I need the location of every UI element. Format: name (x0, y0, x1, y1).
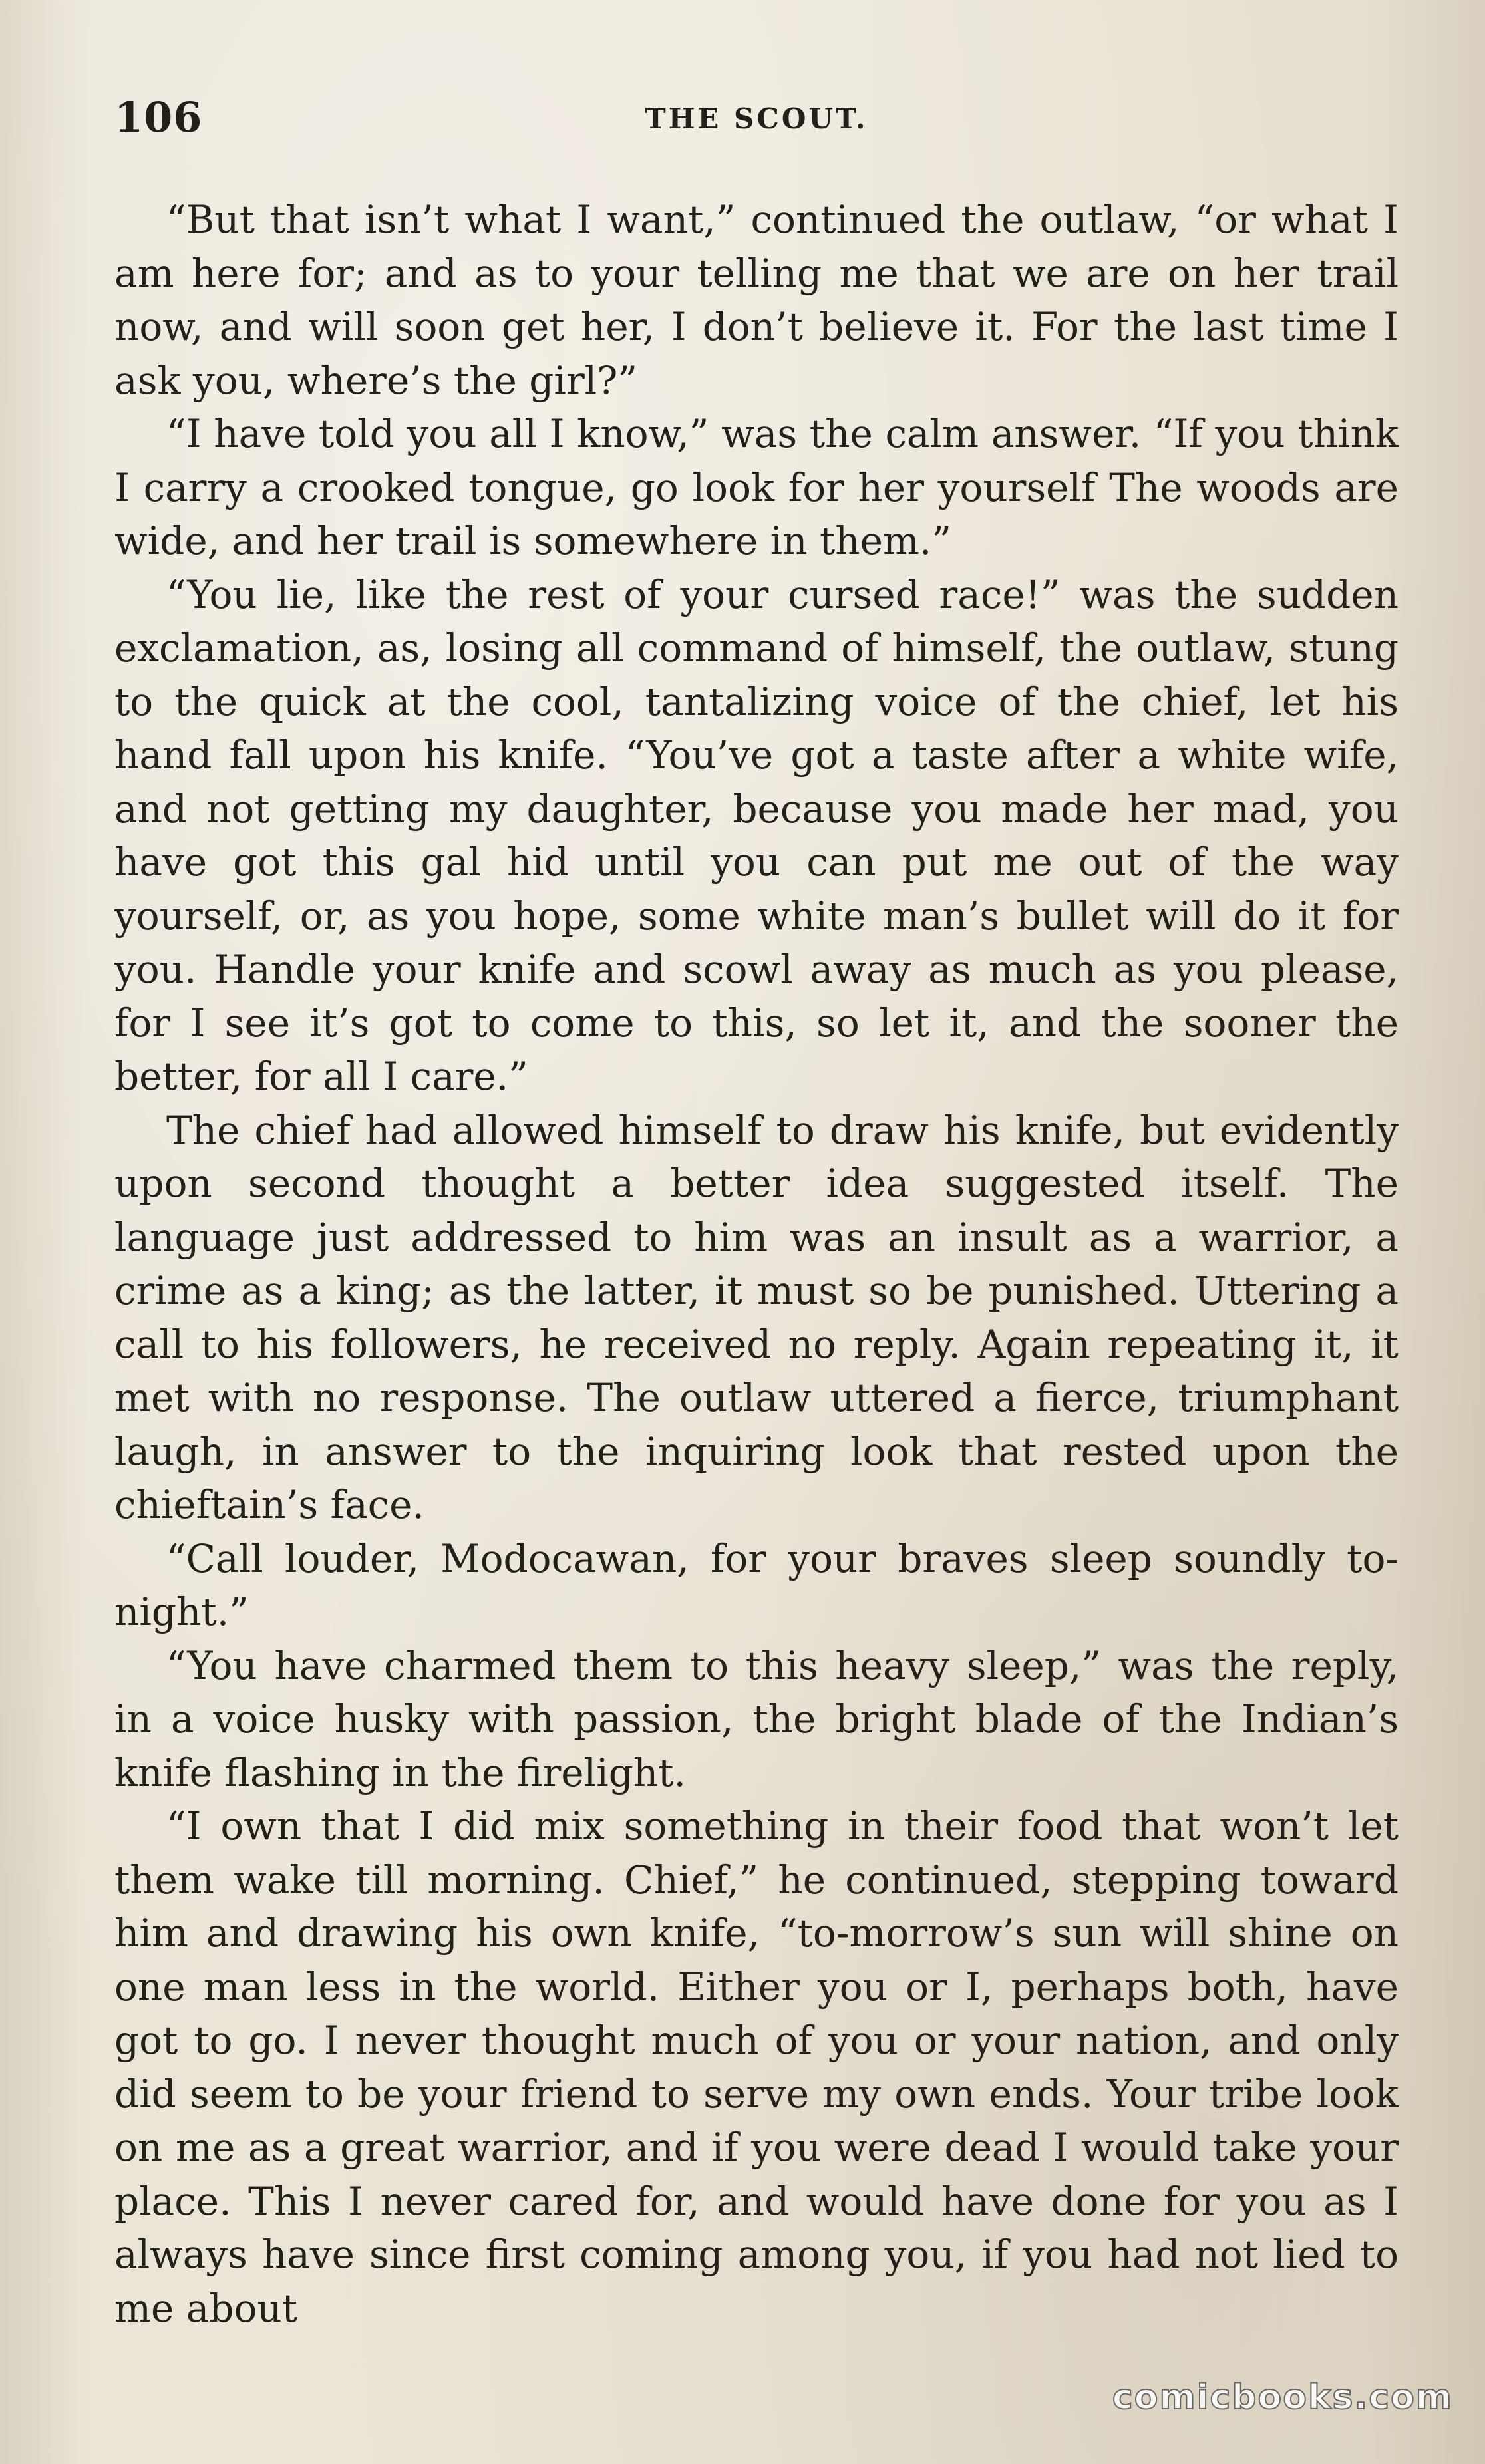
page-header (114, 93, 1399, 153)
body-text (114, 193, 1399, 2335)
paragraph: “You lie, like the rest of your cursed race!” was the sudden exclamation, as, losing all command of himself, the outlaw, stung to the quick at the cool, tantalizing voice of the chief, let his hand fall upon his knife. “You’ve got a taste after a white wife, and not getting my daughter, because you made her mad, you have got this gal hid until you can put me out of the way yourself, or, as you hope, some white man’s bullet will do it for you. Handle your knife and scowl away as much as you please, for I see it’s got to come to this, so let it, and the sooner the better, for all I care.” (114, 571, 1399, 1099)
watermark: comicbooks.com (1112, 2378, 1453, 2417)
paragraph: “But that isn’t what I want,” continued the outlaw, “or what I am here for; and as to your telling me that we are on her trail now, and will soon get her, I don’t believe it. For the last time I ask you, where’s the girl?” (114, 197, 1399, 403)
running-head: THE SCOUT. (645, 102, 868, 135)
paragraph: “You have charmed them to this heavy sleep,” was the reply, in a voice husky with passion, the bright blade of the Indian’s knife flashing in the firelight. (114, 1642, 1399, 1795)
paragraph: “I own that I did mix something in their food that won’t let them wake till morning. Chief,” he continued, stepping toward him and drawing his own knife, “to-morrow’s sun will shine on one man less in the world. Either you or I, perhaps both, have got to go. I never thought much of you or your nation, and only did seem to be your friend to serve my own ends. Your tribe look on me as a great warrior, and if you were dead I would take your place. This I never cared for, and would have done for you as I always have since first coming among you, if you had not lied to me about (114, 1803, 1399, 2331)
page-number: 106 (114, 93, 203, 142)
paragraph: “Call louder, Modocawan, for your braves sleep soundly to-night.” (114, 1535, 1399, 1634)
paragraph: “I have told you all I know,” was the calm answer. “If you think I carry a crooked tongue, go look for her yourself The woods are wide, and her trail is somewhere in them.” (114, 411, 1399, 563)
paragraph: The chief had allowed himself to draw his knife, but evidently upon second thought a better idea suggested itself. The language just addressed to him was an insult as a warrior, a crime as a king; as the latter, it must so be punished. Uttering a call to his followers, he received no reply. Again repeating it, it met with no response. The outlaw uttered a fierce, triumphant laugh, in answer to the inquiring look that rested upon the chieftain’s face. (114, 1107, 1399, 1527)
